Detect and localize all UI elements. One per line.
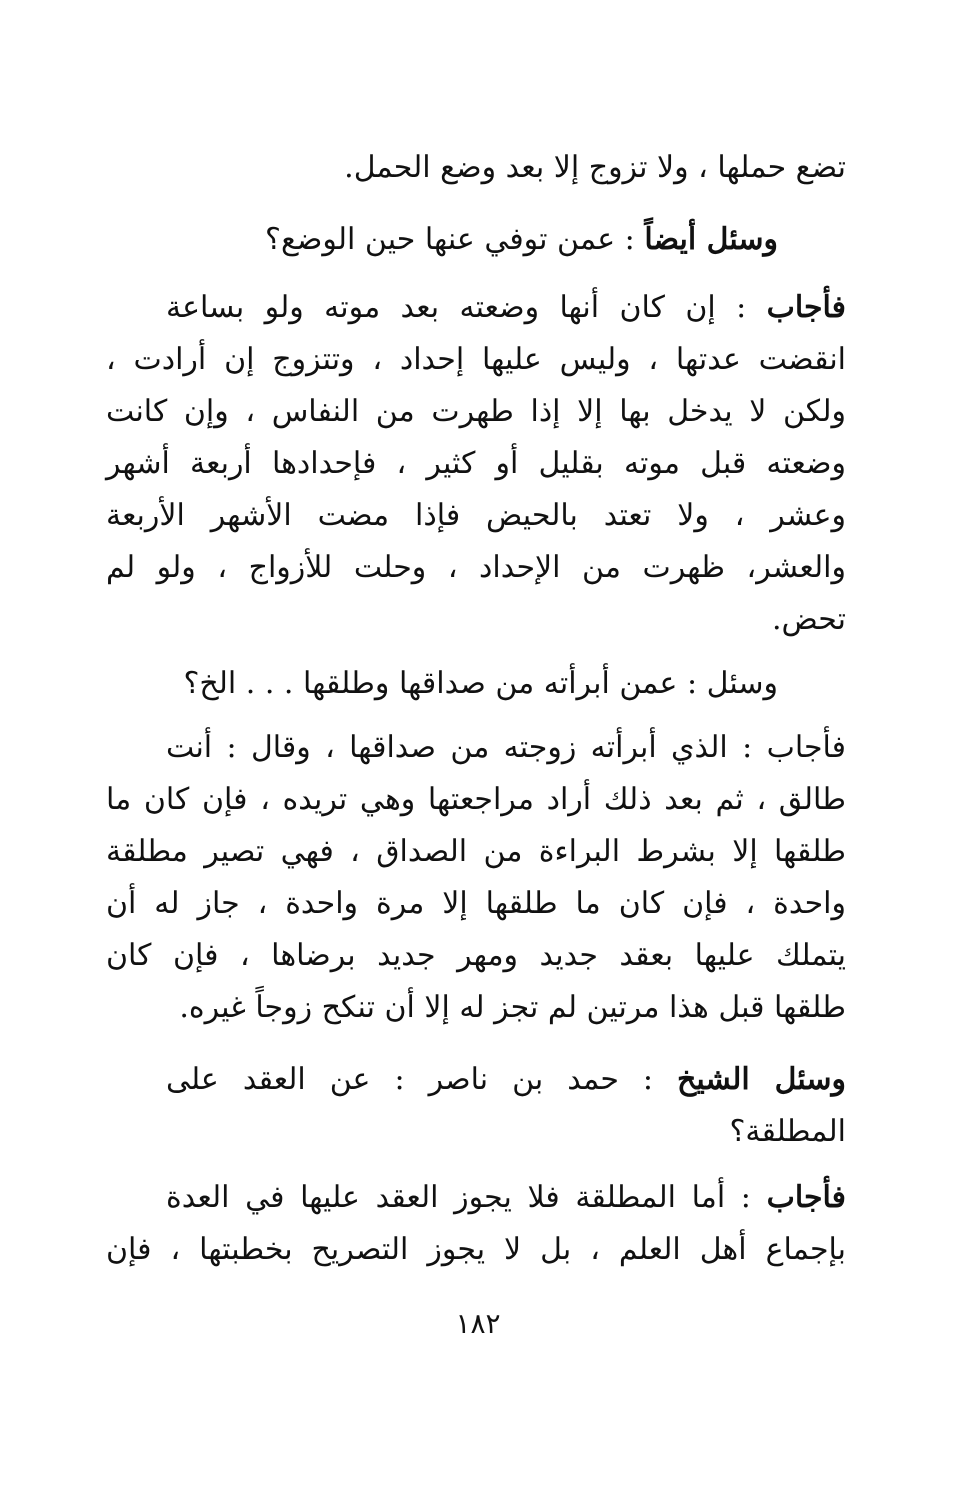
answer-text: : أما المطلقة فلا يجوز العقد عليها في العدة	[166, 1180, 767, 1215]
answer-label: فأجاب	[766, 1180, 846, 1215]
question-line	[178, 214, 778, 266]
text-line: واحدة ، فإن كان ما طلقها إلا مرة واحدة ، جاز له أن	[106, 886, 846, 921]
question-line	[166, 1054, 846, 1106]
text-line: وضعته قبل موته بقليل أو كثير ، فإحدادها أربعة أشهر	[106, 446, 846, 481]
question-line: وسئل : عمن أبرأته من صداقها وطلقها . . . الخ؟	[183, 666, 778, 701]
answer-label: فأجاب	[766, 290, 846, 325]
answer-text: : إن كان أنها وضعته بعد موته ولو بساعة	[166, 290, 767, 325]
text-line: وعشر ، ولا تعتد بالحيض فإذا مضت الأشهر الأربعة	[106, 498, 846, 533]
text-line: طالق ، ثم بعد ذلك أراد مراجعتها وهي تريده ، فإن كان ما	[106, 782, 846, 817]
text-line: تحض.	[771, 602, 846, 637]
text-line: ولكن لا يدخل بها إلا إذا طهرت من النفاس ، وإن كانت	[106, 394, 846, 429]
question-text: : حمد بن ناصر : عن العقد على	[166, 1062, 678, 1097]
text-line: انقضت عدتها ، وليس عليها إحداد ، وتتزوج إن أرادت ،	[106, 342, 846, 377]
text-line: تضع حملها ، ولا تزوج إلا بعد وضع الحمل.	[344, 150, 846, 185]
question-label: وسئل الشيخ	[677, 1062, 846, 1097]
question-text: : عمن توفي عنها حين الوضع؟	[265, 222, 645, 257]
text-line: طلقها قبل هذا مرتين لم تجز له إلا أن تنكح زوجاً غيره.	[179, 990, 846, 1025]
text-line: المطلقة؟	[729, 1114, 846, 1149]
text-line: يتملك عليها بعقد جديد ومهر جديد برضاها ، فإن كان	[106, 938, 846, 973]
answer-line: فأجاب : الذي أبرأته زوجته من صداقها ، وقال : أنت	[166, 730, 846, 765]
page-number: ١٨٢	[455, 1307, 501, 1340]
text-line: طلقها إلا بشرط البراءة من الصداق ، فهي تصير مطلقة	[106, 834, 846, 869]
answer-line	[166, 1172, 846, 1224]
text-line: بإجماع أهل العلم ، بل لا يجوز التصريح بخطبتها ، فإن	[106, 1232, 846, 1267]
question-label: وسئل أيضاً	[644, 222, 778, 257]
text-line: والعشر، ظهرت من الإحداد ، وحلت للأزواج ، ولو لم	[106, 550, 846, 585]
answer-line	[166, 282, 846, 334]
